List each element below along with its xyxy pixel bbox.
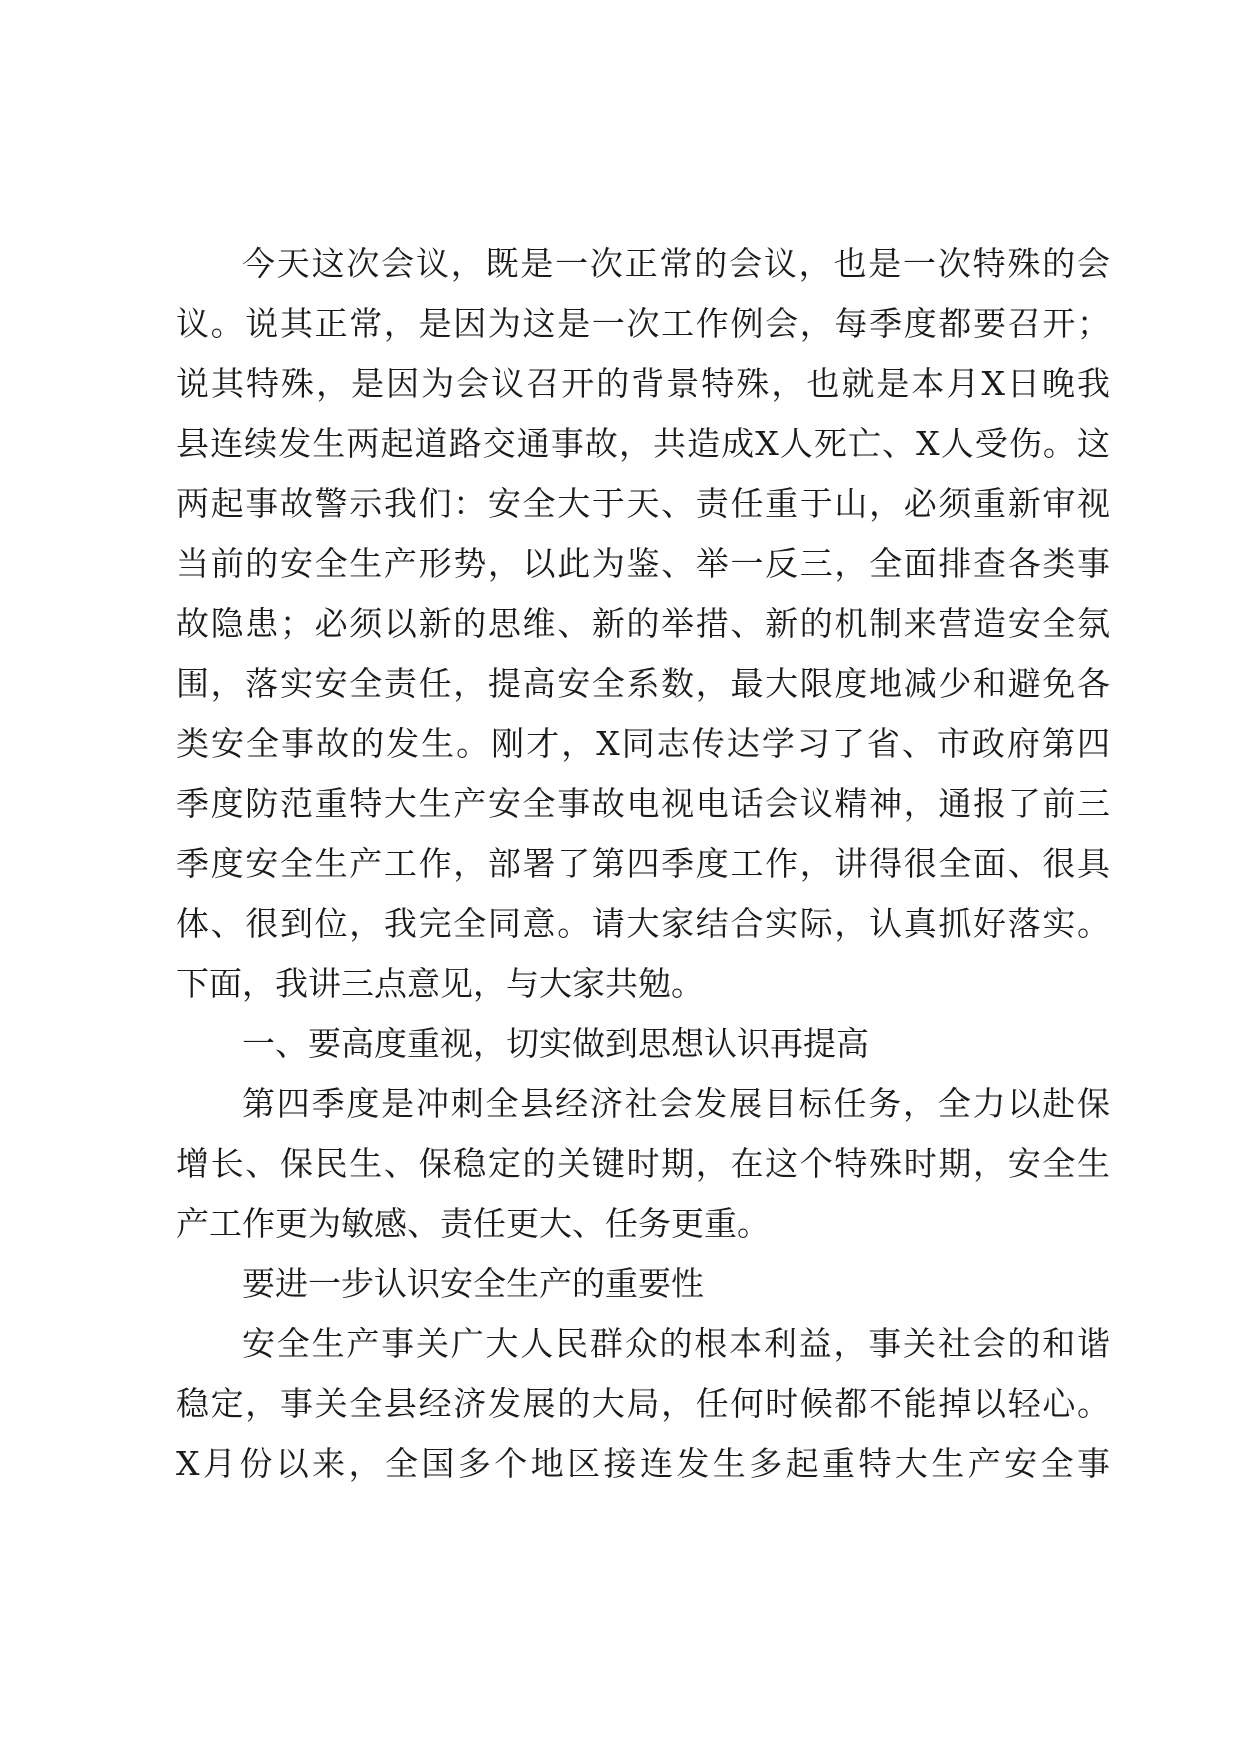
- text-line: 县连续发生两起道路交通事故，共造成X人死亡、X人受伤。这: [176, 424, 1110, 463]
- text-line: 两起事故警示我们：安全大于天、责任重于山，必须重新审视: [176, 484, 1110, 523]
- text-line: 类安全事故的发生。刚才，X同志传达学习了省、市政府第四: [176, 724, 1110, 763]
- text-line: 产工作更为敏感、责任更大、任务更重。: [176, 1204, 770, 1243]
- text-line: 安全生产事关广大人民群众的根本利益，事关社会的和谐: [242, 1324, 1110, 1363]
- text-line: 故隐患；必须以新的思维、新的举措、新的机制来营造安全氛: [176, 604, 1110, 643]
- document-body: [176, 234, 1110, 1494]
- subsection-heading: 要进一步认识安全生产的重要性: [242, 1264, 704, 1303]
- text-line: 议。说其正常，是因为这是一次工作例会，每季度都要召开；: [176, 304, 1110, 343]
- text-line: 第四季度是冲刺全县经济社会发展目标任务，全力以赴保: [242, 1084, 1110, 1123]
- text-line: 围，落实安全责任，提高安全系数，最大限度地减少和避免各: [176, 664, 1110, 703]
- text-line: 说其特殊，是因为会议召开的背景特殊，也就是本月X日晚我: [176, 364, 1110, 403]
- text-line: 增长、保民生、保稳定的关键时期，在这个特殊时期，安全生: [176, 1144, 1110, 1183]
- text-line: 稳定，事关全县经济发展的大局，任何时候都不能掉以轻心。: [176, 1384, 1110, 1423]
- section-heading: 一、要高度重视，切实做到思想认识再提高: [242, 1024, 869, 1063]
- text-line: 今天这次会议，既是一次正常的会议，也是一次特殊的会: [242, 244, 1110, 283]
- text-line: 当前的安全生产形势，以此为鉴、举一反三，全面排查各类事: [176, 544, 1110, 583]
- text-line: 体、很到位，我完全同意。请大家结合实际，认真抓好落实。: [176, 904, 1110, 943]
- text-line: 季度防范重特大生产安全事故电视电话会议精神，通报了前三: [176, 784, 1110, 823]
- text-line: X月份以来，全国多个地区接连发生多起重特大生产安全事: [176, 1444, 1110, 1483]
- text-line: 季度安全生产工作，部署了第四季度工作，讲得很全面、很具: [176, 844, 1110, 883]
- text-line: 下面，我讲三点意见，与大家共勉。: [176, 964, 704, 1003]
